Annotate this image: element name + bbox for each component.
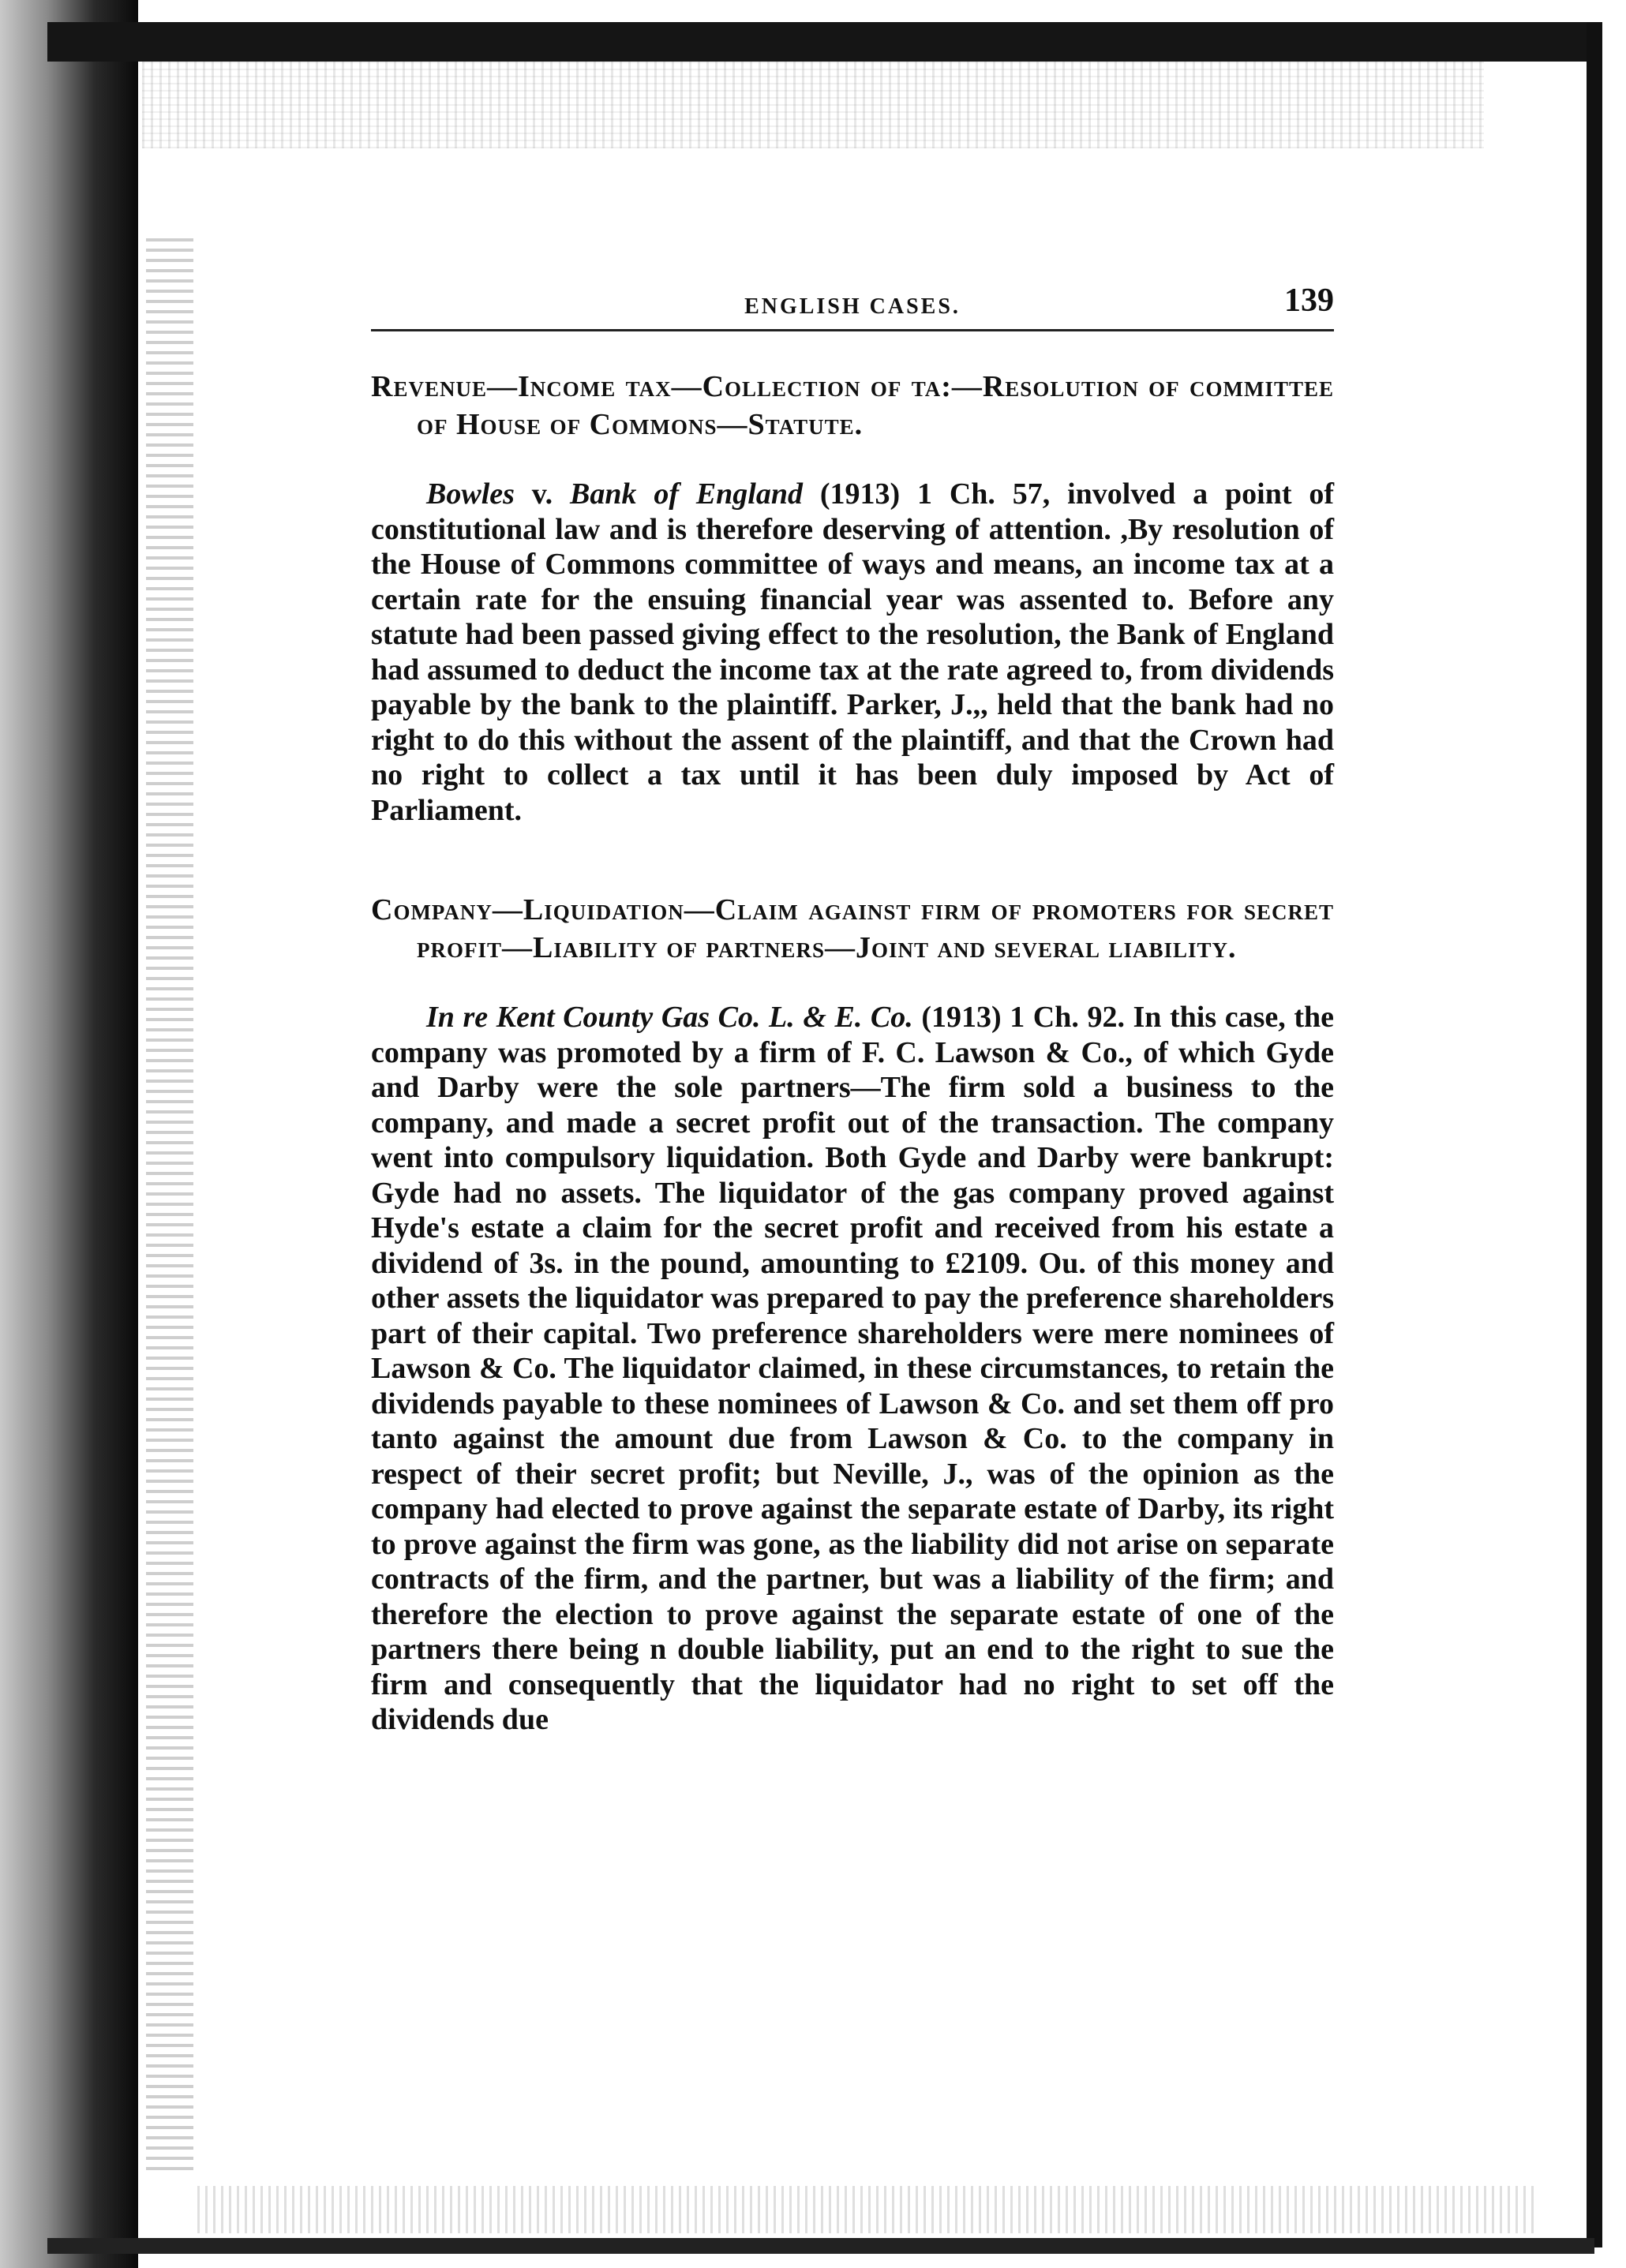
running-head	[371, 272, 1334, 320]
case-text: (1913) 1 Ch. 92. In this case, the company was promoted by a firm of F. C. Lawson & Co., of which Gyde and Darby were the sole partners—The firm sold a business to the company, and made a secret profit out of the transaction. The company went into compulsory liquidation. Both Gyde and Darby were bankrupt: Gyde had no assets. The liquidator of the gas company proved against Hyde's estate a claim for the secret profit and received from his estate a dividend of 3s. in the pound, amounting to £2109. Ou. of this money and other assets the liquidator was prepared to pay the preference shareholders part of their capital. Two preference shareholders were mere nominees of Lawson & Co. The liquidator claimed, in these circumstances, to retain the dividends payable to these nominees of Lawson & Co. and set them off pro tanto against the amount due from Lawson & Co. to the company in respect of their secret profit; but Neville, J., was of the opinion as the company had elected to prove against the separate estate of Darby, its right to prove against the firm was gone, as the liability did not arise on separate contracts of the firm, and the partner, but was a liability of the firm; and therefore the election to prove against the separate estate of one of the partners there being n double liability, put an end to the right to sue the firm and consequently that the liquidator had no right to set off the dividends due	[371, 1001, 1334, 1736]
case-party: Bank of England	[570, 477, 803, 511]
scan-bottom-noise	[197, 2186, 1539, 2233]
scan-top-edge	[47, 22, 1594, 62]
scan-right-edge	[1587, 22, 1602, 2247]
case-text: (1913) 1 Ch. 57, involved a point of constitutional law and is therefore deserving of attention. ,By resolution of the House of Commons committee of ways and means, an income tax at a certain rate for the ensuing financial year was assented to. Before any statute had been passed giving effect to the resolution, the Bank of England had assumed to deduct the income tax at the rate agreed to, from dividends payable by the bank to the plaintiff. Parker, J.,, held that the bank had no right to do this without the assent of the plaintiff, and that the Crown had no right to collect a tax until it has been duly imposed by Act of Parliament.	[371, 477, 1334, 827]
section-heading-company: Company—Liquidation—Claim against firm of promoters for secret profit—Liability of partners—Joint and several liability.	[371, 893, 1334, 964]
case-name: In re Kent County Gas Co. L. & E. Co.	[426, 1001, 913, 1034]
scan-left-noise	[146, 237, 193, 2170]
case-name: Bowles	[426, 477, 515, 511]
book-page	[371, 272, 1334, 1738]
page-number: 139	[1284, 283, 1334, 319]
scan-top-noise	[142, 62, 1484, 148]
case-paragraph-bowles	[371, 477, 1334, 828]
scan-bottom-edge	[47, 2238, 1594, 2254]
header-rule	[371, 329, 1334, 331]
case-versus: v.	[514, 477, 570, 511]
case-paragraph-kent	[371, 1000, 1334, 1738]
section-heading-revenue: Revenue—Income tax—Collection of ta:—Resolution of committee of House of Commons—Statute.	[371, 370, 1334, 441]
scan-left-edge	[0, 0, 138, 2268]
running-title: ENGLISH CASES.	[744, 294, 961, 319]
